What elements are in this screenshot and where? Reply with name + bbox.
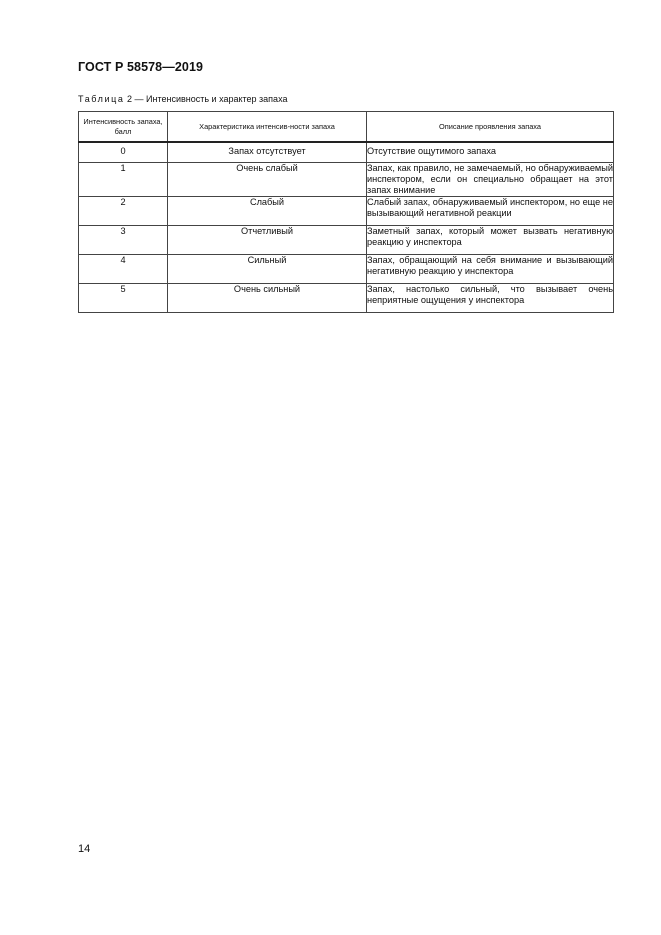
description-cell: Запах, обращающий на себя внимание и вызывающий негативную реакцию у инспектора (367, 255, 614, 284)
description-cell: Заметный запах, который может вызвать негативную реакцию у инспектора (367, 226, 614, 255)
intensity-cell: 5 (79, 284, 168, 313)
intensity-cell: 4 (79, 255, 168, 284)
characteristic-cell: Очень сильный (168, 284, 367, 313)
table-row (79, 163, 614, 197)
intensity-cell: 0 (79, 142, 168, 163)
document-header: ГОСТ Р 58578—2019 (78, 60, 204, 74)
characteristic-cell: Слабый (168, 197, 367, 226)
description-cell: Отсутствие ощутимого запаха (367, 142, 614, 163)
description-cell: Запах, как правило, не замечаемый, но обнаруживаемый инспектором, если он специально обращает на этот запах внимание (367, 163, 613, 195)
table-caption (78, 94, 287, 104)
description-cell: Слабый запах, обнаруживаемый инспектором, но еще не вызывающий негативной реакции (367, 197, 614, 226)
table-caption-text: 2 — Интенсивность и характер запаха (124, 94, 288, 104)
characteristic-cell: Запах отсутствует (168, 142, 367, 163)
characteristic-cell: Сильный (168, 255, 367, 284)
page-number: 14 (78, 843, 91, 855)
column-header-description: Описание проявления запаха (367, 112, 614, 143)
column-header-intensity: Интенсивность запаха, балл (79, 112, 168, 143)
table-header-row (79, 112, 614, 143)
table-row (79, 226, 614, 255)
intensity-cell: 2 (79, 197, 168, 226)
characteristic-cell: Очень слабый (168, 163, 367, 197)
column-header-characteristic: Характеристика интенсив-ности запаха (168, 112, 367, 143)
characteristic-cell: Отчетливый (168, 226, 367, 255)
odor-intensity-table (78, 111, 614, 313)
table-row (79, 284, 614, 313)
description-cell: Запах, настолько сильный, что вызывает очень неприятные ощущения у инспектора (367, 284, 614, 313)
table-row (79, 255, 614, 284)
table-caption-label: Таблица (78, 94, 125, 104)
table-row (79, 142, 614, 163)
table-row (79, 197, 614, 226)
intensity-cell: 3 (79, 226, 168, 255)
intensity-cell: 1 (79, 163, 168, 197)
